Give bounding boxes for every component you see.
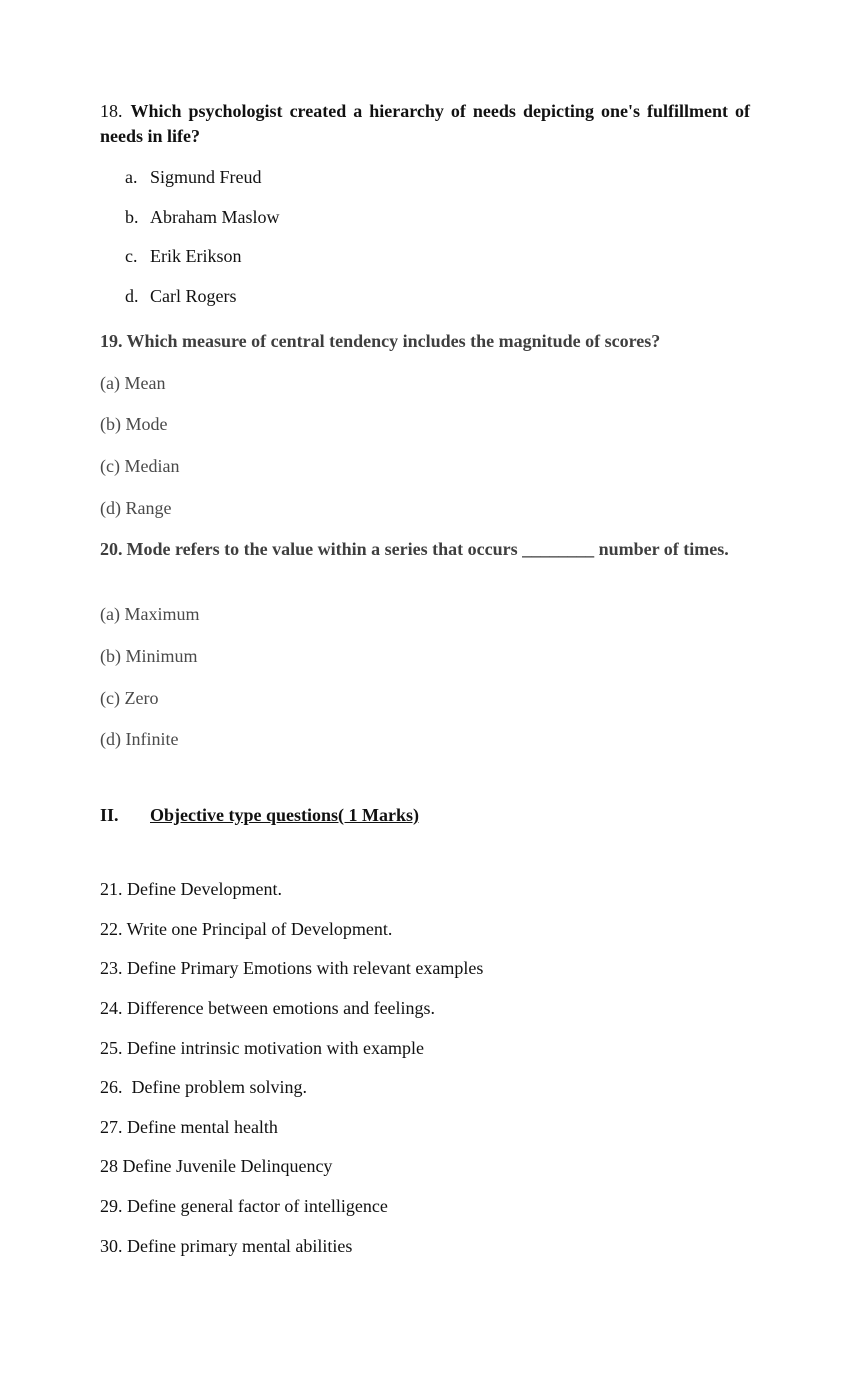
question-29: 29. Define general factor of intelligence: [100, 1196, 388, 1216]
q18-option-b: [125, 206, 279, 228]
question-21: 21. Define Development.: [100, 879, 282, 899]
question-19: [100, 329, 750, 354]
section-numeral: II.: [100, 805, 119, 825]
question-18-number: 18.: [100, 101, 123, 121]
question-18-text: Which psychologist created a hierarchy of needs depicting one's fulfillment of needs in life?: [100, 101, 750, 146]
q18-option-c: [125, 245, 242, 267]
q19-option-a: (a) Mean: [100, 373, 166, 393]
q18-option-b-letter: b.: [125, 207, 139, 227]
question-30: 30. Define primary mental abilities: [100, 1236, 353, 1256]
q20-option-a: (a) Maximum: [100, 604, 200, 624]
section-title: Objective type questions( 1 Marks): [150, 805, 419, 825]
question-27: 27. Define mental health: [100, 1117, 278, 1137]
question-19-text: Which measure of central tendency includes the magnitude of scores?: [126, 331, 661, 351]
q18-option-a: [125, 166, 262, 188]
question-19-number: 19.: [100, 331, 123, 351]
section-heading: [100, 804, 419, 826]
question-20: [100, 538, 750, 561]
question-26: 26. Define problem solving.: [100, 1077, 307, 1097]
q18-option-c-text: Erik Erikson: [150, 246, 242, 266]
q18-option-a-letter: a.: [125, 167, 138, 187]
q20-option-c: (c) Zero: [100, 688, 159, 708]
q19-option-b: (b) Mode: [100, 414, 168, 434]
q18-option-d: [125, 285, 236, 307]
question-23: 23. Define Primary Emotions with relevant examples: [100, 958, 484, 978]
q18-option-c-letter: c.: [125, 246, 138, 266]
question-20-text: Mode refers to the value within a series that occurs ________ number of times.: [126, 539, 729, 559]
question-24: 24. Difference between emotions and feelings.: [100, 998, 436, 1018]
q18-option-b-text: Abraham Maslow: [150, 207, 280, 227]
question-25: 25. Define intrinsic motivation with example: [100, 1038, 424, 1058]
question-22: 22. Write one Principal of Development.: [100, 919, 393, 939]
question-18: [100, 99, 750, 149]
q20-option-b: (b) Minimum: [100, 646, 198, 666]
question-20-number: 20.: [100, 539, 123, 559]
q18-option-d-text: Carl Rogers: [150, 286, 237, 306]
q19-option-d: (d) Range: [100, 498, 172, 518]
question-28: 28 Define Juvenile Delinquency: [100, 1156, 333, 1176]
q18-option-d-letter: d.: [125, 286, 139, 306]
q19-option-c: (c) Median: [100, 456, 180, 476]
q18-option-a-text: Sigmund Freud: [150, 167, 262, 187]
q20-option-d: (d) Infinite: [100, 729, 179, 749]
document-page: [100, 0, 750, 1400]
